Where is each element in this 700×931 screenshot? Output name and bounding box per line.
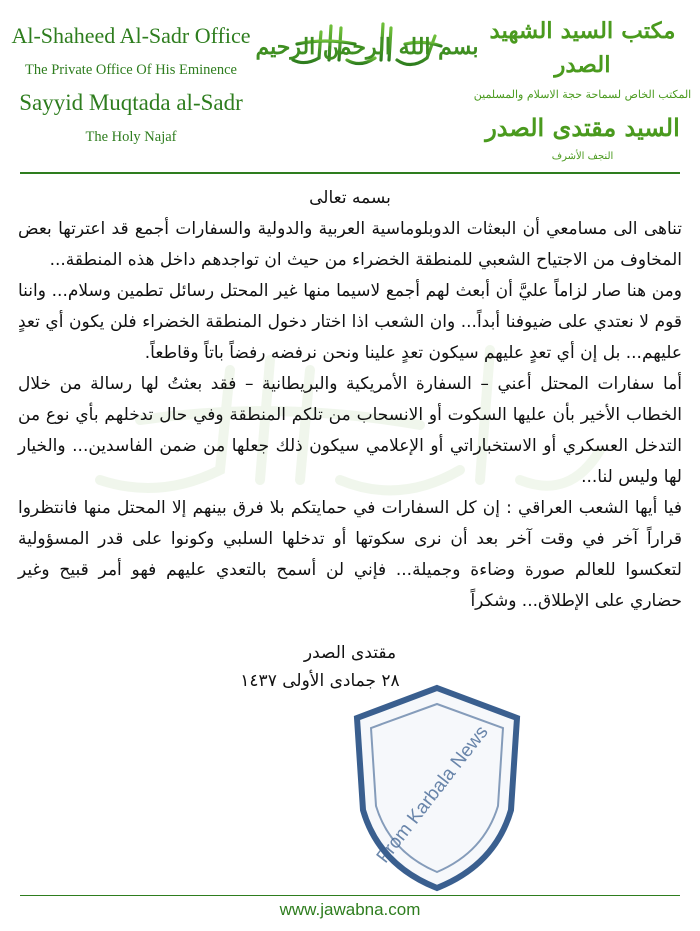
basmala-logo [255,14,479,74]
office-name-en: Al-Shaheed Al-Sadr Office [11,23,251,48]
paragraph-4: فيا أيها الشعب العراقي : إن كل السفارات في حمايتكم بلا فرق بينهم إلا المحتل منها فانتظروا قراراً آخر في وقت آخر بعد أن نرى سكوتها أو تدخلها السلبي وكونوا على قدر المسؤولية لتعكسوا للعالم صورة وضاءة وجميلة... فإني لن أسمح بالتعدي عليهم فهو أمر قبيح وغير حضاري على الإطلاق... وشكراً [18,498,682,611]
office-subtitle-en: The Private Office Of His Eminence [25,62,237,78]
karbala-news-watermark [345,680,530,895]
english-letterhead [0,22,262,148]
header-divider [20,172,680,174]
basmala-calligraphy [255,14,479,74]
place-en: The Holy Najaf [85,129,177,145]
office-name-ar: مكتب السيد الشهيد الصدر [489,18,676,78]
letterhead [0,0,700,170]
arabic-letterhead [470,14,695,164]
website-link[interactable]: www.jawabna.com [279,900,421,919]
svg-text:بسم الله الرحمن الرحيم: بسم الله الرحمن الرحيم [255,34,479,60]
svg-text:From Karbala News: From Karbala News [372,721,493,868]
leader-name-ar: السيد مقتدى الصدر [485,113,680,142]
footer-divider [20,895,680,896]
paragraph-2: ومن هنا صار لزاماً عليَّ أن أبعث لهم أجمع لاسيما منها غير المحتل رسائل تطمين وسلام... واننا قوم لا نعتدي على ضيوفنا أبداً... وان الشعب اذا اختار دخول المنطقة الخضراء فلن يكون أي تعدٍ عليهم... بل إن أي تعدٍ عليهم سيكون تعدٍ علينا ونحن نرفضه رفضاً باتاً وقاطعاً. [18,281,682,363]
leader-name-en: Sayyid Muqtada al-Sadr [19,90,243,115]
letter-date: ٢٨ جمادى الأولى ١٤٣٧ [240,671,400,691]
place-ar: النجف الأشرف [551,151,614,162]
paragraph-3: أما سفارات المحتل أعني – السفارة الأمريكية والبريطانية – فقد بعثتُ لها رسالة من خلال الخطاب الأخير بأن عليها السكوت أو الانسحاب من تلكم المنطقة وفي حال تدخلهم بأي نوع من التدخل العسكري أو الاستخباراتي أو الإعلامي سيكون ذلك جعلها من ضمن الفاسدين... والخيار لها وليس لنا... [18,374,682,487]
letter-body [18,184,682,695]
letter-opening: بسمه تعالى [309,188,391,208]
paragraph-1: تناهى الى مسامعي أن البعثات الدوبلوماسية العربية والدولية والسفارات أجمع قد اعترتها بعض المخاوف من الاجتياح الشعبي للمنطقة الخضراء من حيث ان تواجدهم داخل هذه المنطقة... [18,219,682,270]
signature: مقتدى الصدر [303,643,397,663]
office-subtitle-ar: المكتب الخاص لسماحة حجة الاسلام والمسلمين [473,88,692,101]
